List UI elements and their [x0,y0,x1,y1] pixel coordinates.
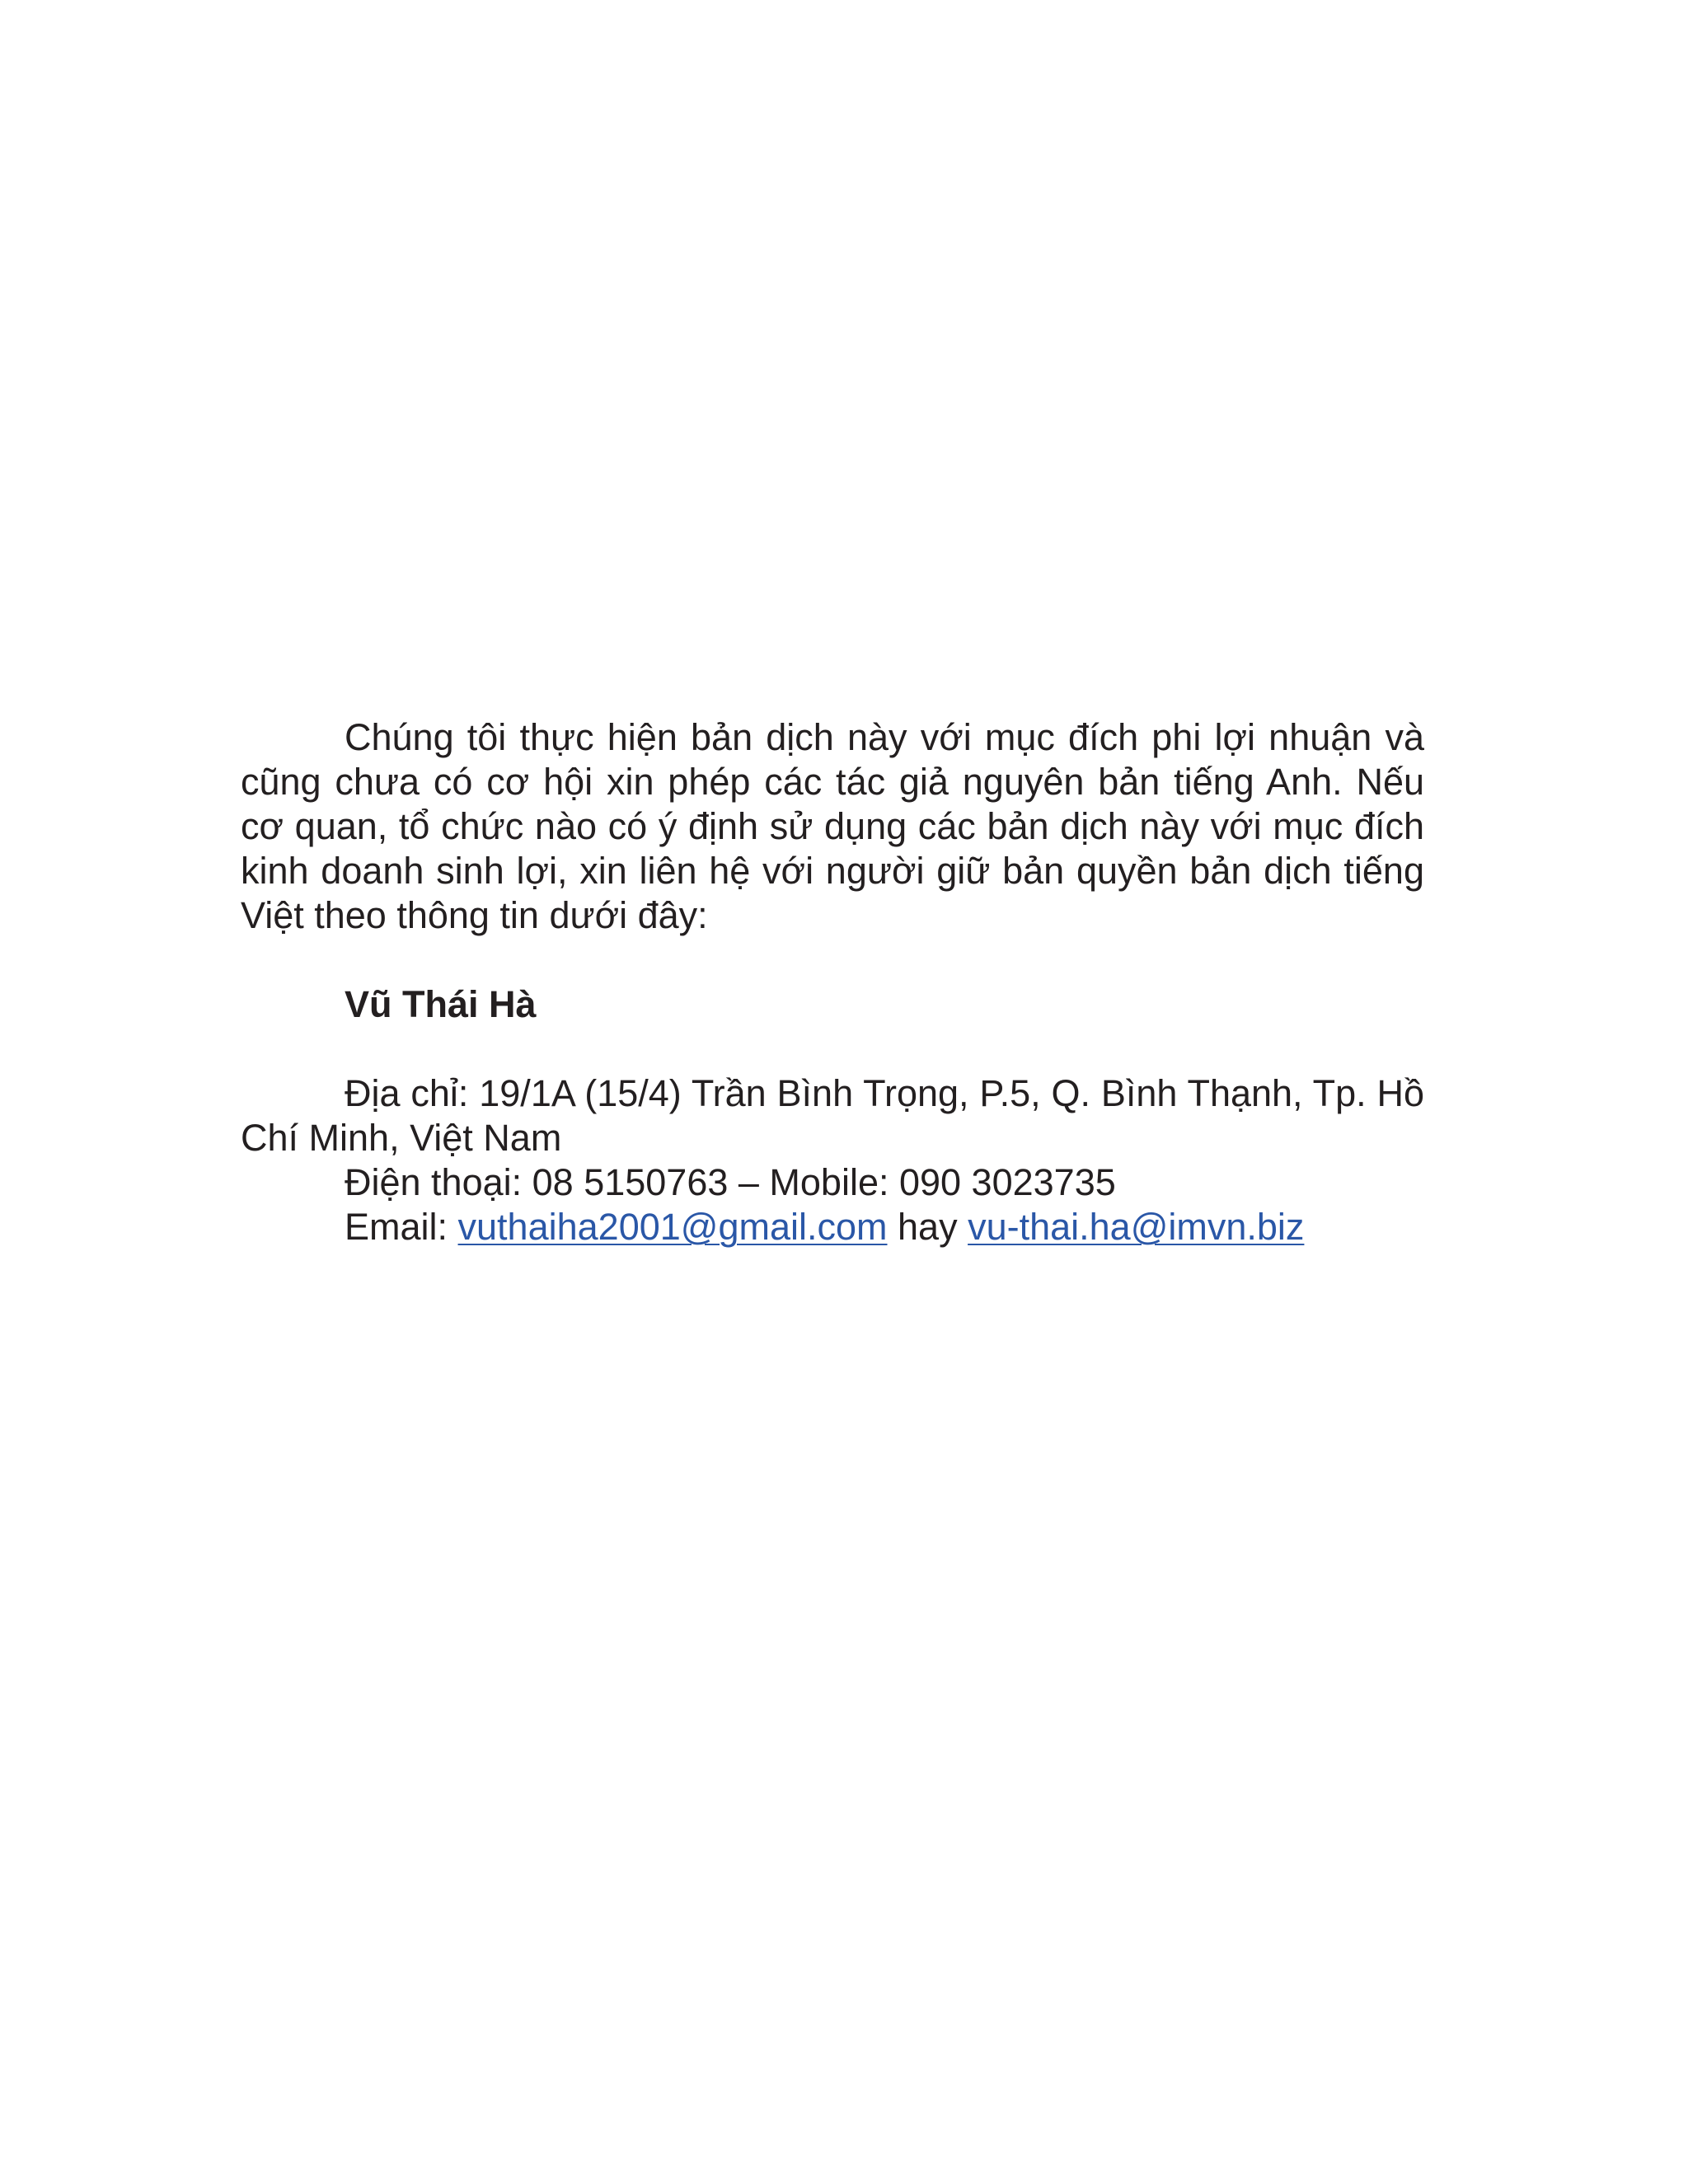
email-link-primary[interactable]: vuthaiha2001@gmail.com [457,1206,888,1248]
document-body [241,715,1424,1249]
contact-address: Địa chỉ: 19/1A (15/4) Trần Bình Trọng, P.5, Q. Bình Thạnh, Tp. Hồ Chí Minh, Việt Nam [241,1072,1424,1159]
contact-email-line [241,1205,1424,1249]
contact-phone: Điện thoại: 08 5150763 – Mobile: 090 3023735 [345,1161,1116,1203]
contact-name: Vũ Thái Hà [345,983,537,1025]
intro-paragraph: Chúng tôi thực hiện bản dịch này với mục đích phi lợi nhuận và cũng chưa có cơ hội xin phép các tác giả nguyên bản tiếng Anh. Nếu cơ quan, tổ chức nào có ý định sử dụng các bản dịch này với mục đích kinh doanh sinh lợi, xin liên hệ với người giữ bản quyền bản dịch tiếng Việt theo thông tin dưới đây: [241,716,1424,936]
email-separator: hay [887,1206,968,1248]
email-label: Email: [345,1206,458,1248]
email-link-secondary[interactable]: vu-thai.ha@imvn.biz [968,1206,1305,1248]
